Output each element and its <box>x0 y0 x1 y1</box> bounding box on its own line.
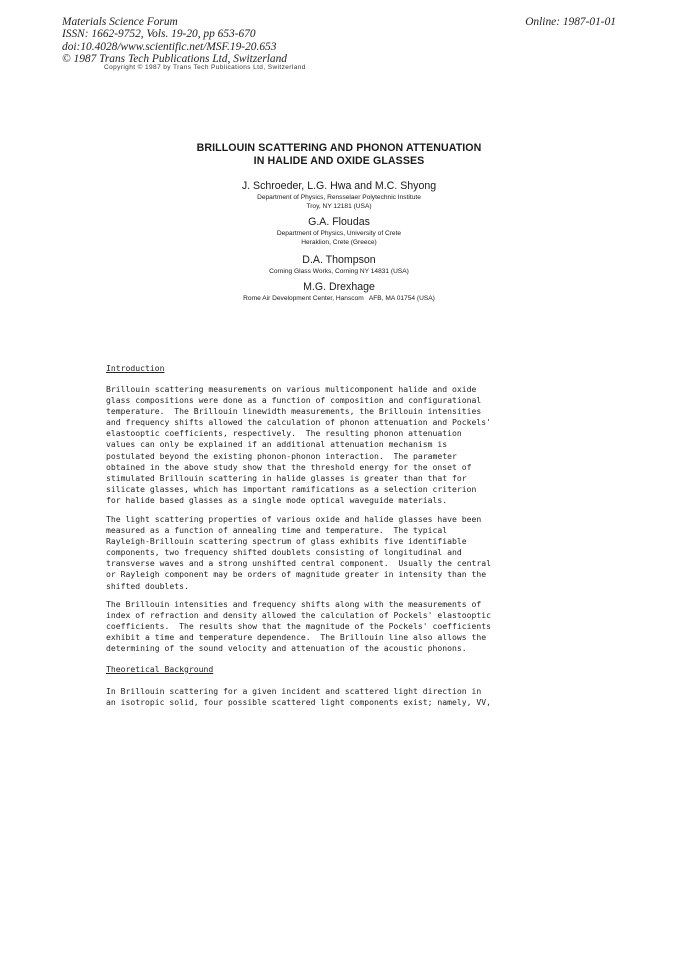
text-line: an isotropic solid, four possible scattered light components exist; namely, VV, <box>106 697 491 708</box>
author-name: J. Schroeder, L.G. Hwa and M.C. Shyong <box>241 180 437 192</box>
text-line: stimulated Brillouin scattering in halide glasses is greater than that for <box>106 472 467 483</box>
text-line: and frequency shifts allowed the calculation of phonon attenuation and Pockels' <box>106 417 491 428</box>
paragraph-4 <box>106 686 576 708</box>
text-line: shifted doublets. <box>106 580 189 591</box>
text-line: values can only be explained if an additional attenuation mechanism is <box>106 439 448 450</box>
journal-name: Materials Science Forum <box>62 16 178 28</box>
paragraph-1 <box>106 384 576 506</box>
text-line: Brillouin scattering measurements on various multicomponent halide and oxide <box>106 384 477 394</box>
author-affiliation: Department of Physics, University of Crete <box>276 230 402 237</box>
issn-line: ISSN: 1662-9752, Vols. 19-20, pp 653-670 <box>62 28 256 41</box>
paragraph-2 <box>106 514 576 592</box>
text-line: determining of the sound velocity and attenuation of the acoustic phonons. <box>106 643 467 654</box>
text-line: The Brillouin intensities and frequency shifts along with the measurements of <box>106 599 482 609</box>
paper-title <box>0 142 678 168</box>
text-line: exhibit a time and temperature dependence. The Brillouin line also allows the <box>106 632 487 643</box>
author-affiliation: Rome Air Development Center, Hanscom AFB, MA 01754 (USA) <box>243 295 435 302</box>
author-block-4 <box>0 281 678 303</box>
journal-citation <box>62 16 287 66</box>
text-line: coefficients. The results show that the magnitude of the Pockels' coefficients <box>106 621 491 632</box>
text-line: temperature. The Brillouin linewidth measurements, the Brillouin intensities <box>106 406 482 417</box>
section-heading-introduction: Introduction <box>106 363 165 373</box>
author-name: G.A. Floudas <box>308 216 370 228</box>
author-block-1 <box>0 180 678 211</box>
author-name: D.A. Thompson <box>302 254 376 266</box>
text-line: glass compositions were done as a function of composition and configurational <box>106 395 482 406</box>
author-block-2 <box>0 216 678 247</box>
title-line-1: BRILLOUIN SCATTERING AND PHONON ATTENUATION <box>196 142 482 154</box>
doi-line: doi:10.4028/www.scientific.net/MSF.19-20.653 <box>62 40 277 53</box>
text-line: obtained in the above study show that the threshold energy for the onset of <box>106 461 472 472</box>
text-line: The light scattering properties of various oxide and halide glasses have been <box>106 514 482 524</box>
text-line: components, two frequency shifted doublets consisting of longitudinal and <box>106 547 462 558</box>
text-line: for halide based glasses as a single mode optical waveguide materials. <box>106 494 448 505</box>
text-line: transverse waves and a strong unshifted central component. Usually the central <box>106 558 491 569</box>
copyright-notice: © 1987 Trans Tech Publications Ltd, Switzerland <box>62 53 287 66</box>
text-line: or Rayleigh component may be orders of magnitude greater in intensity than the <box>106 569 487 580</box>
author-affiliation: Troy, NY 12181 (USA) <box>306 203 372 210</box>
title-line-2: IN HALIDE AND OXIDE GLASSES <box>253 155 425 167</box>
text-line: In Brillouin scattering for a given incident and scattered light direction in <box>106 686 482 696</box>
author-name: M.G. Drexhage <box>303 281 375 293</box>
author-affiliation: Department of Physics, Rensselaer Polytechnic Institute <box>257 194 421 201</box>
online-date: Online: 1987-01-01 <box>525 16 616 28</box>
text-line: index of refraction and density allowed the calculation of Pockels' elastooptic <box>106 610 491 621</box>
text-line: elastooptic coefficients, respectively. The resulting phonon attenuation <box>106 428 462 439</box>
author-affiliation: Heraklion, Crete (Greece) <box>301 239 377 246</box>
section-heading-theoretical-background: Theoretical Background <box>106 664 214 674</box>
text-line: measured as a function of annealing time and temperature. The typical <box>106 525 448 536</box>
text-line: silicate glasses, which has important ramifications as a selection criterion <box>106 483 477 494</box>
text-line: Rayleigh-Brillouin scattering spectrum of glass exhibits five identifiable <box>106 536 467 547</box>
author-block-3 <box>0 254 678 276</box>
author-affiliation: Corning Glass Works, Corning NY 14831 (USA) <box>269 268 409 275</box>
text-line: postulated beyond the existing phonon-phonon interaction. The parameter <box>106 450 457 461</box>
paragraph-3 <box>106 599 576 654</box>
scanned-copyright-line: Copyright © 1987 by Trans Tech Publications Ltd, Switzerland <box>104 64 306 71</box>
